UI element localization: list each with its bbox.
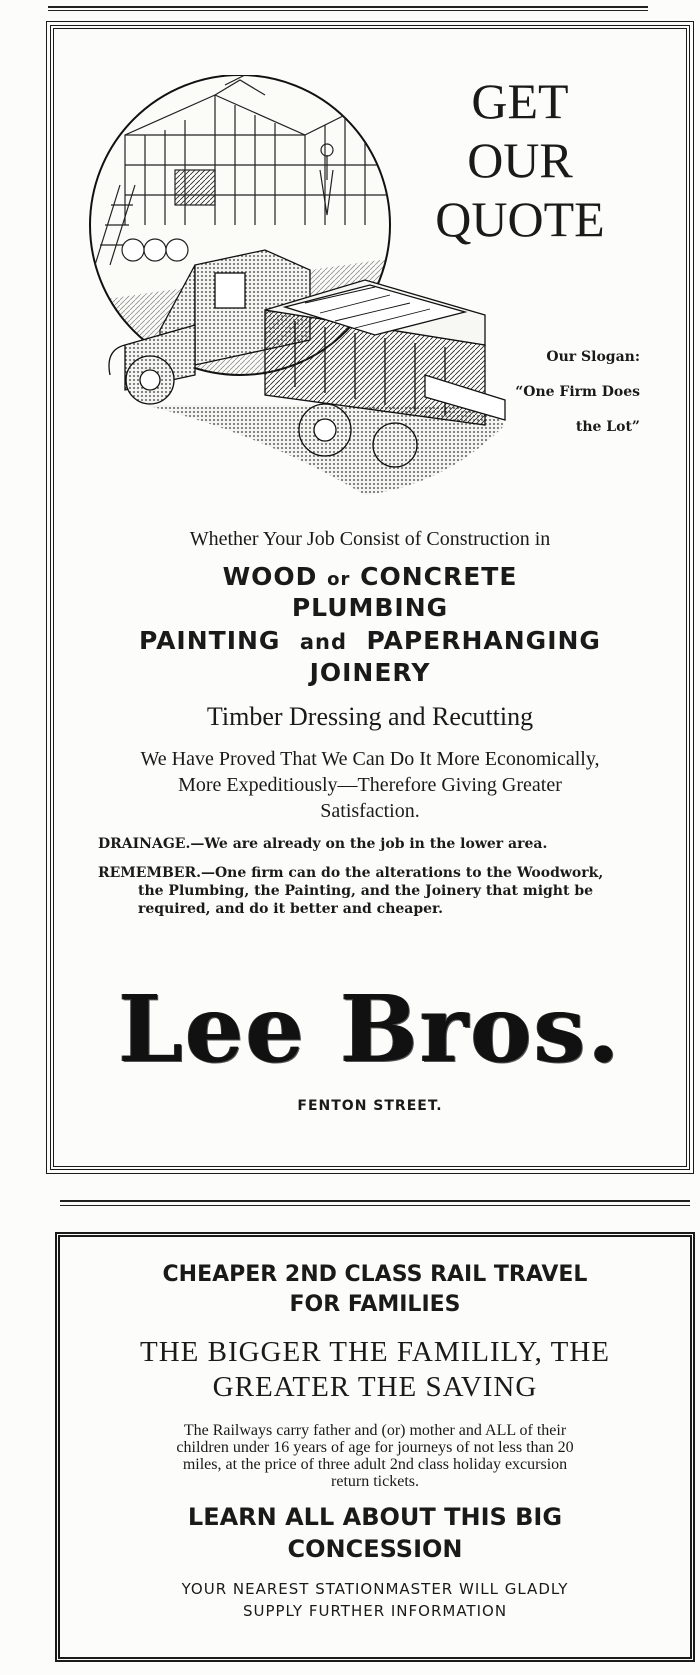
rail-footer-line2: SUPPLY FURTHER INFORMATION xyxy=(242,1602,508,1620)
top-rule xyxy=(48,6,648,8)
service-paperhanging: PAPERHANGING xyxy=(366,626,601,655)
rail-learn-line1: LEARN ALL ABOUT THIS BIG xyxy=(187,1503,563,1531)
headline-our: OUR xyxy=(467,132,573,188)
slogan-line2: the Lot” xyxy=(575,419,640,435)
rail-subtitle-line1: THE BIGGER THE FAMILILY, THE xyxy=(139,1336,610,1368)
rail-body-line4: return tickets. xyxy=(331,1473,419,1490)
proved-line2: More Expeditiously—Therefore Giving Greater xyxy=(178,774,562,796)
top-rule-thin xyxy=(48,10,648,11)
slogan-label: Our Slogan: xyxy=(546,349,640,365)
proved-line1: We Have Proved That We Can Do It More Economically, xyxy=(140,748,600,770)
remember-line1: REMEMBER.—One firm can do the alterations to the Woodwork, xyxy=(98,865,604,881)
rail-title-line1: CHEAPER 2ND CLASS RAIL TRAVEL xyxy=(162,1262,588,1287)
headline-get: GET xyxy=(471,73,569,129)
slogan-line1: “One Firm Does xyxy=(515,384,640,400)
headline-quote: QUOTE xyxy=(435,191,605,247)
separator-rule-thin xyxy=(60,1205,690,1206)
timber-text: Timber Dressing and Recutting xyxy=(206,702,534,731)
rail-subtitle-line2: GREATER THE SAVING xyxy=(212,1371,538,1403)
drainage-text: DRAINAGE.—We are already on the job in the lower area. xyxy=(98,836,548,852)
rail-learn-line2: CONCESSION xyxy=(287,1535,463,1563)
services-line-wood-concrete xyxy=(60,562,680,591)
service-concrete: CONCRETE xyxy=(360,562,518,591)
service-and: and xyxy=(299,630,348,654)
rail-body-line1: The Railways carry father and (or) mother and ALL of their xyxy=(183,1422,567,1439)
rail-body-line2: children under 16 years of age for journeys of not less than 20 xyxy=(176,1439,574,1456)
service-painting: PAINTING xyxy=(139,626,281,655)
firm-name: Lee Bros. xyxy=(118,975,622,1083)
remember-line3: required, and do it better and cheaper. xyxy=(138,901,444,917)
service-wood: WOOD xyxy=(222,562,318,591)
service-or: or xyxy=(327,569,351,590)
address-text: FENTON STREET. xyxy=(297,1098,443,1114)
rail-footer-line1: YOUR NEAREST STATIONMASTER WILL GLADLY xyxy=(181,1580,569,1598)
remember-line2: the Plumbing, the Painting, and the Joinery that might be xyxy=(138,883,594,899)
rail-body-line3: miles, at the price of three adult 2nd class holiday excursion xyxy=(182,1456,568,1473)
proved-line3: Satisfaction. xyxy=(320,800,420,822)
service-joinery: JOINERY xyxy=(309,658,431,687)
separator-rule xyxy=(60,1200,690,1202)
intro-text: Whether Your Job Consist of Construction in xyxy=(189,528,551,550)
service-plumbing: PLUMBING xyxy=(291,593,449,622)
services-line-painting xyxy=(60,626,680,655)
rail-title-line2: FOR FAMILIES xyxy=(289,1292,461,1317)
